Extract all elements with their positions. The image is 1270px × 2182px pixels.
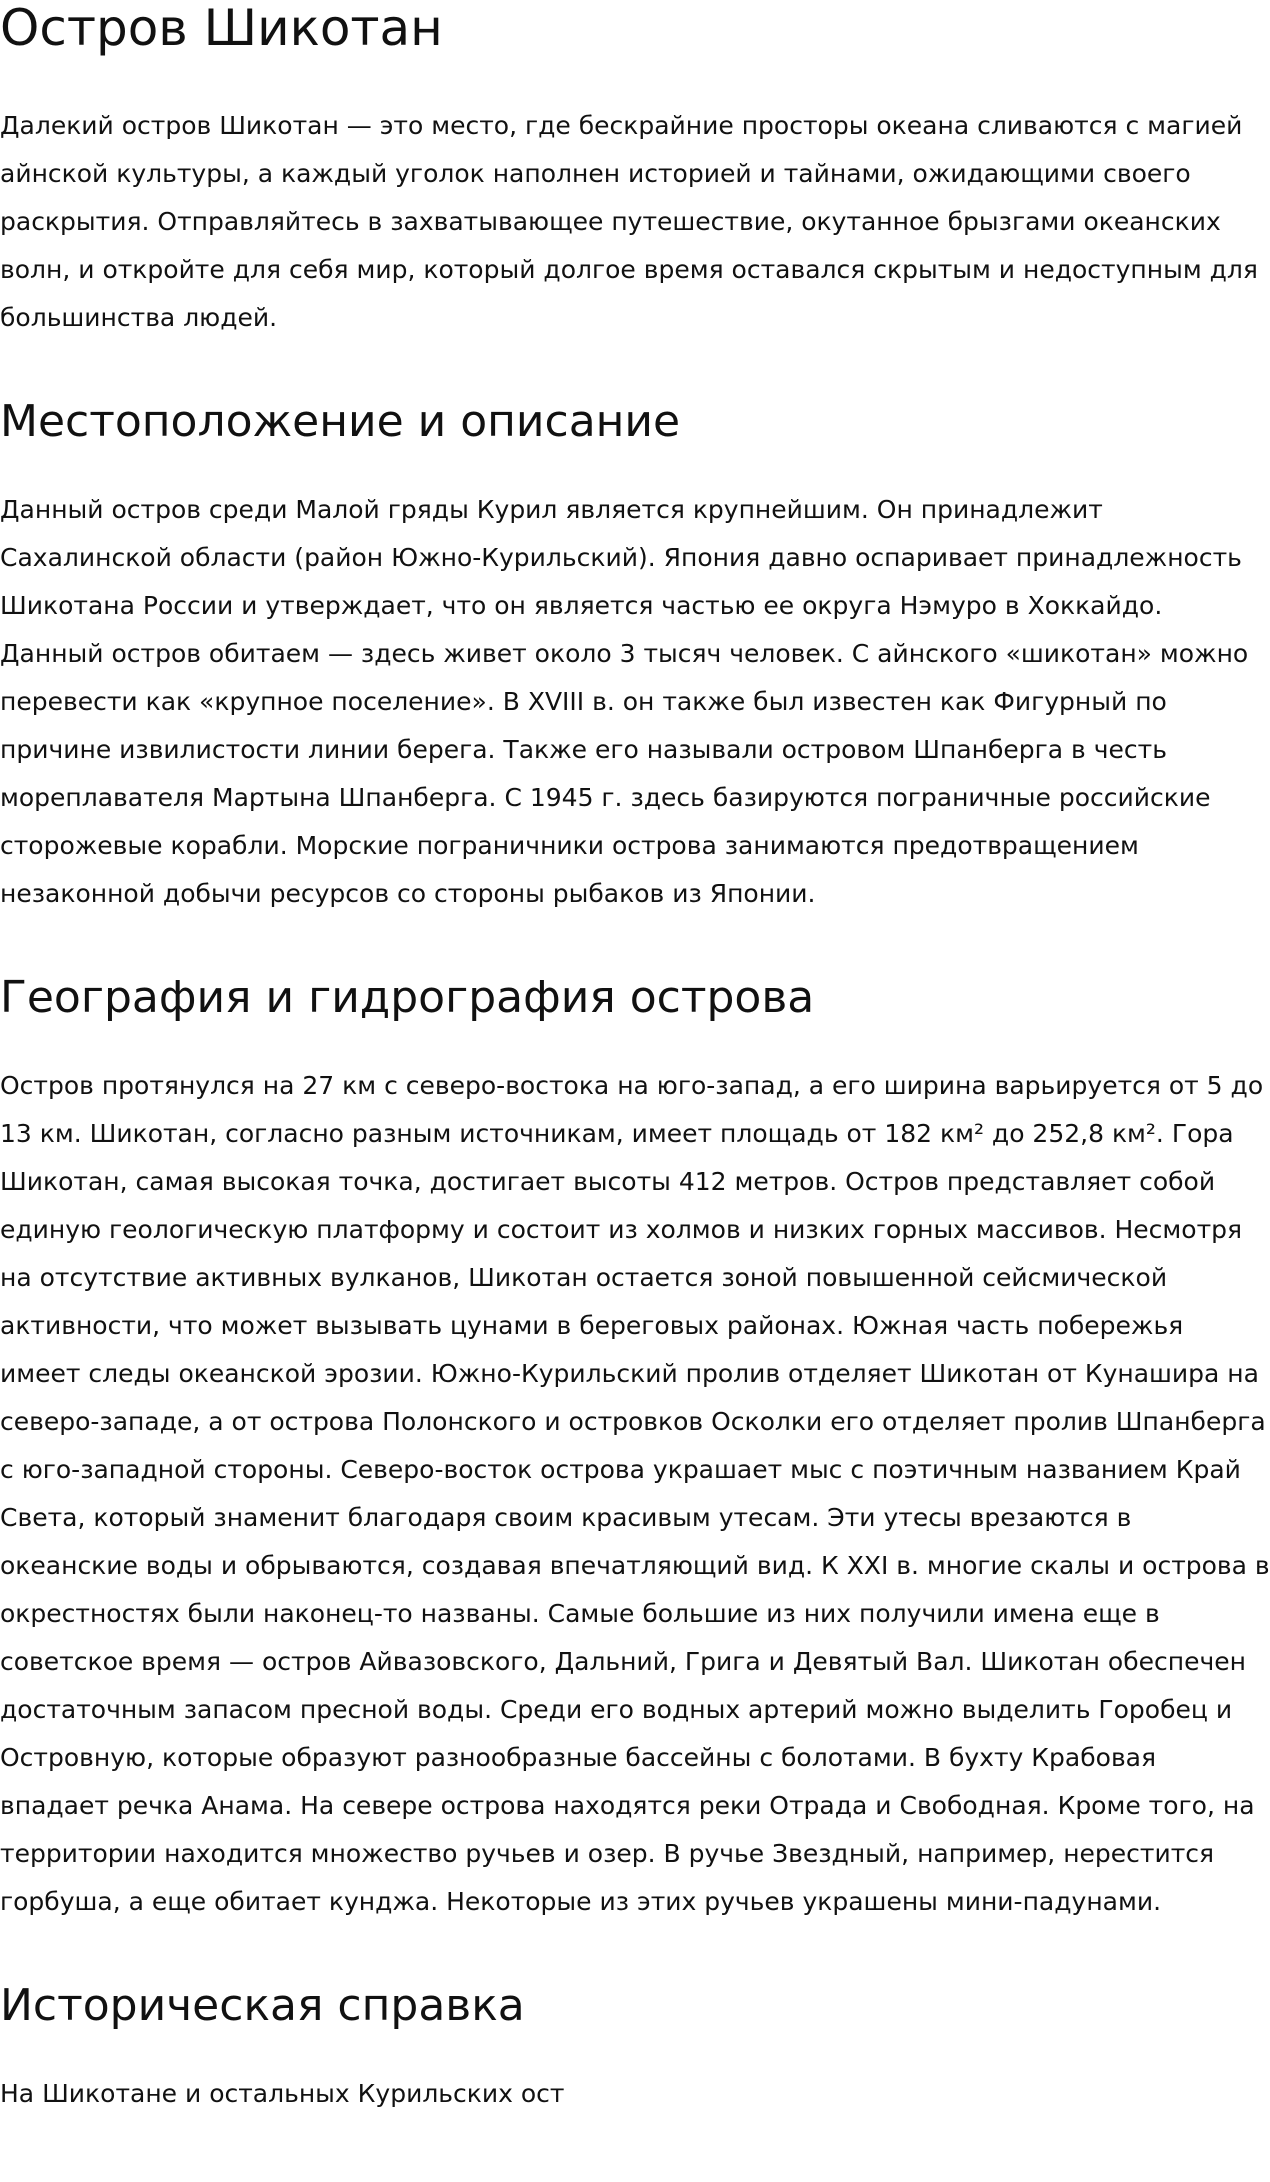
section-text-history: На Шикотане и остальных Курильских ост [0,2079,565,2108]
section-text-location: Данный остров среди Малой гряды Курил является крупнейшим. Он принадлежит Сахалинской области (район Южно-Курильский). Япония давно оспаривает принадлежность Шикотана России и утверждает, что он является частью ее округа Нэмуро в Хоккайдо. Данный остров обитаем — здесь живет около 3 тысяч человек. С айнского «шикотан» можно перевести как «крупное поселение». В XVIII в. он также был известен как Фигурный по причине извилистости линии берега. Также его называли островом Шпанберга в честь мореплавателя Мартына Шпанберга. С 1945 г. здесь базируются пограничные российские сторожевые корабли. Морские пограничники острова занимаются предотвращением незаконной добычи ресурсов со стороны рыбаков из Японии. [0,495,1249,908]
page-title: Остров Шикотан [0,0,443,57]
intro-paragraph: Далекий остров Шикотан — это место, где бескрайние просторы океана сливаются с магией айнской культуры, а каждый уголок наполнен историей и тайнами, ожидающими своего раскрытия. Отправляйтесь в захватывающее путешествие, окутанное брызгами океанских волн, и откройте для себя мир, который долгое время оставался скрытым и недоступным для большинства людей. [0,111,1258,332]
section-heading-geography: География и гидрография острова [0,972,815,1023]
section-text-geography: Остров протянулся на 27 км с северо-востока на юго-запад, а его ширина варьируется от 5 до 13 км. Шикотан, согласно разным источникам, имеет площадь от 182 км² до 252,8 км². Гора Шикотан, самая высокая точка, достигает высоты 412 метров. Остров представляет собой единую геологическую платформу и состоит из холмов и низких горных массивов. Несмотря на отсутствие активных вулканов, Шикотан остается зоной повышенной сейсмической активности, что может вызывать цунами в береговых районах. Южная часть побережья имеет следы океанской эрозии. Южно-Курильский пролив отделяет Шикотан от Кунашира на северо-западе, а от острова Полонского и островков Осколки его отделяет пролив Шпанберга с юго-западной стороны. Северо-восток острова украшает мыс с поэтичным названием Край Света, который знаменит благодаря своим красивым утесам. Эти утесы врезаются в океанские воды и обрываются, создавая впечатляющий вид. К XXI в. многие скалы и острова в окрестностях были наконец-то названы. Самые большие из них получили имена еще в советское время — остров Айвазовского, Дальний, Грига и Девятый Вал. Шикотан обеспечен достаточным запасом пресной воды. Среди его водных артерий можно выделить Горобец и Островную, которые образуют разнообразные бассейны с болотами. В бухту Крабовая впадает речка Анама. На севере острова находятся реки Отрада и Свободная. Кроме того, на территории находится множество ручьев и озер. В ручье Звездный, например, нерестится горбуша, а еще обитает кунджа. Некоторые из этих ручьев украшены мини-падунами. [0,1071,1270,1916]
section-heading-location: Местоположение и описание [0,396,681,447]
section-heading-history: Историческая справка [0,1980,525,2031]
